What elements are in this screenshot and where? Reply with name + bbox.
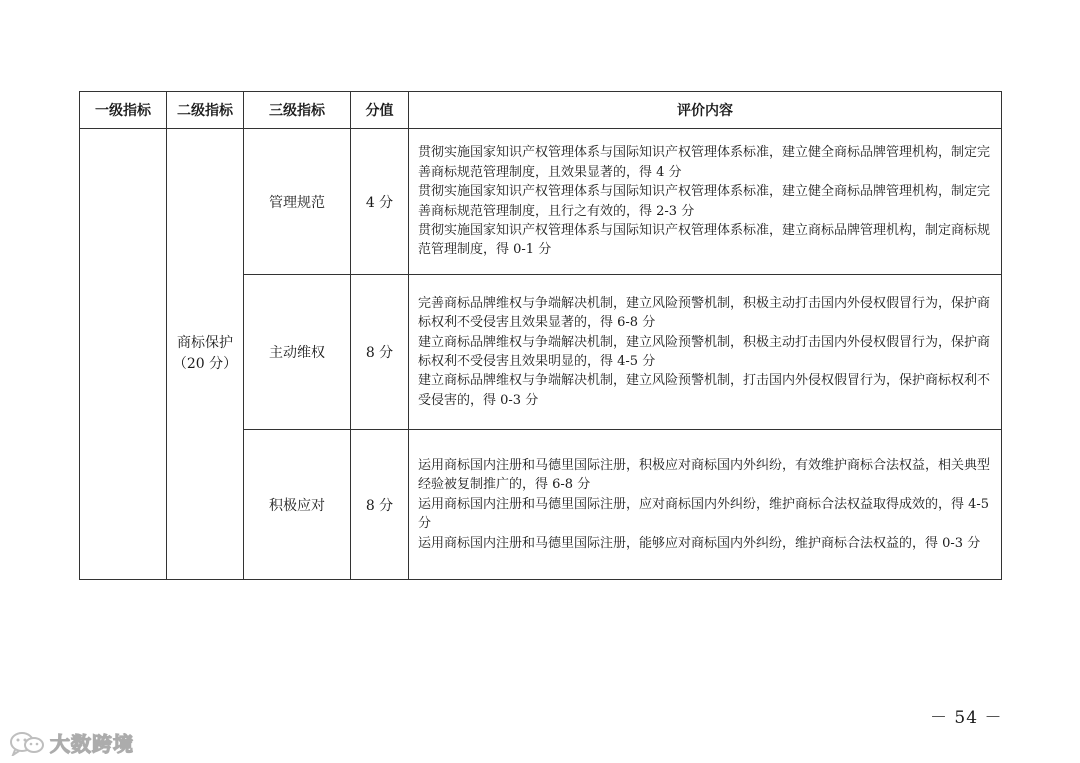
content-cell: [409, 129, 1002, 275]
criterion-text: 建立商标品牌维权与争端解决机制，建立风险预警机制，打击国内外侵权假冒行为，保护商标权利不受侵害的，得 0-3 分: [418, 373, 991, 408]
score-cell: 4 分: [351, 129, 409, 275]
level3-cell: 主动维权: [244, 275, 351, 430]
content-cell: [409, 430, 1002, 580]
watermark: [8, 728, 134, 757]
score-cell: 8 分: [351, 275, 409, 430]
criterion-text: 完善商标品牌维权与争端解决机制，建立风险预警机制，积极主动打击国内外侵权假冒行为，保护商标权利不受侵害且效果显著的，得 6-8 分: [418, 295, 991, 331]
level2-label-name: 商标保护: [177, 335, 233, 351]
level3-cell: 管理规范: [244, 129, 351, 275]
watermark-text: 大数跨境: [50, 732, 134, 756]
header-content: 评价内容: [409, 92, 1002, 129]
criterion-text: 贯彻实施国家知识产权管理体系与国际知识产权管理体系标准，建立商标品牌管理机构，制定商标规范管理制度，得 0-1 分: [418, 222, 991, 258]
header-level3: 三级指标: [244, 92, 351, 129]
header-level2: 二级指标: [167, 92, 244, 129]
page-number: － 54 －: [930, 708, 1003, 728]
criterion-text: 运用商标国内注册和马德里国际注册，积极应对商标国内外纠纷，有效维护商标合法权益，相关典型经验被复制推广的，得 6-8 分: [418, 457, 991, 493]
table-row: [80, 129, 1002, 275]
criterion-text: 运用商标国内注册和马德里国际注册，应对商标国内外纠纷，维护商标合法权益取得成效的，得 4-5 分: [418, 496, 990, 532]
level1-cell-empty: [80, 129, 167, 580]
header-level1: 一级指标: [80, 92, 167, 129]
criterion-text: 贯彻实施国家知识产权管理体系与国际知识产权管理体系标准，建立健全商标品牌管理机构，制定完善商标规范管理制度，且行之有效的，得 2-3 分: [418, 184, 991, 219]
criterion-text: 建立商标品牌维权与争端解决机制，建立风险预警机制，积极主动打击国内外侵权假冒行为，保护商标权利不受侵害且效果明显的，得 4-5 分: [418, 334, 991, 369]
level2-cell: [167, 129, 244, 580]
score-cell: 8 分: [351, 430, 409, 580]
criterion-text: 运用商标国内注册和马德里国际注册，能够应对商标国内外纠纷，维护商标合法权益的，得 0-3 分: [418, 535, 981, 551]
criteria-table: [79, 91, 1002, 580]
wechat-logo-icon: [8, 730, 46, 756]
level3-cell: 积极应对: [244, 430, 351, 580]
table-header-row: [80, 92, 1002, 129]
content-cell: [409, 275, 1002, 430]
level2-label-score: （20 分）: [172, 356, 238, 372]
criterion-text: 贯彻实施国家知识产权管理体系与国际知识产权管理体系标准，建立健全商标品牌管理机构，制定完善商标规范管理制度，且效果显著的，得 4 分: [418, 145, 991, 180]
header-score: 分值: [351, 92, 409, 129]
